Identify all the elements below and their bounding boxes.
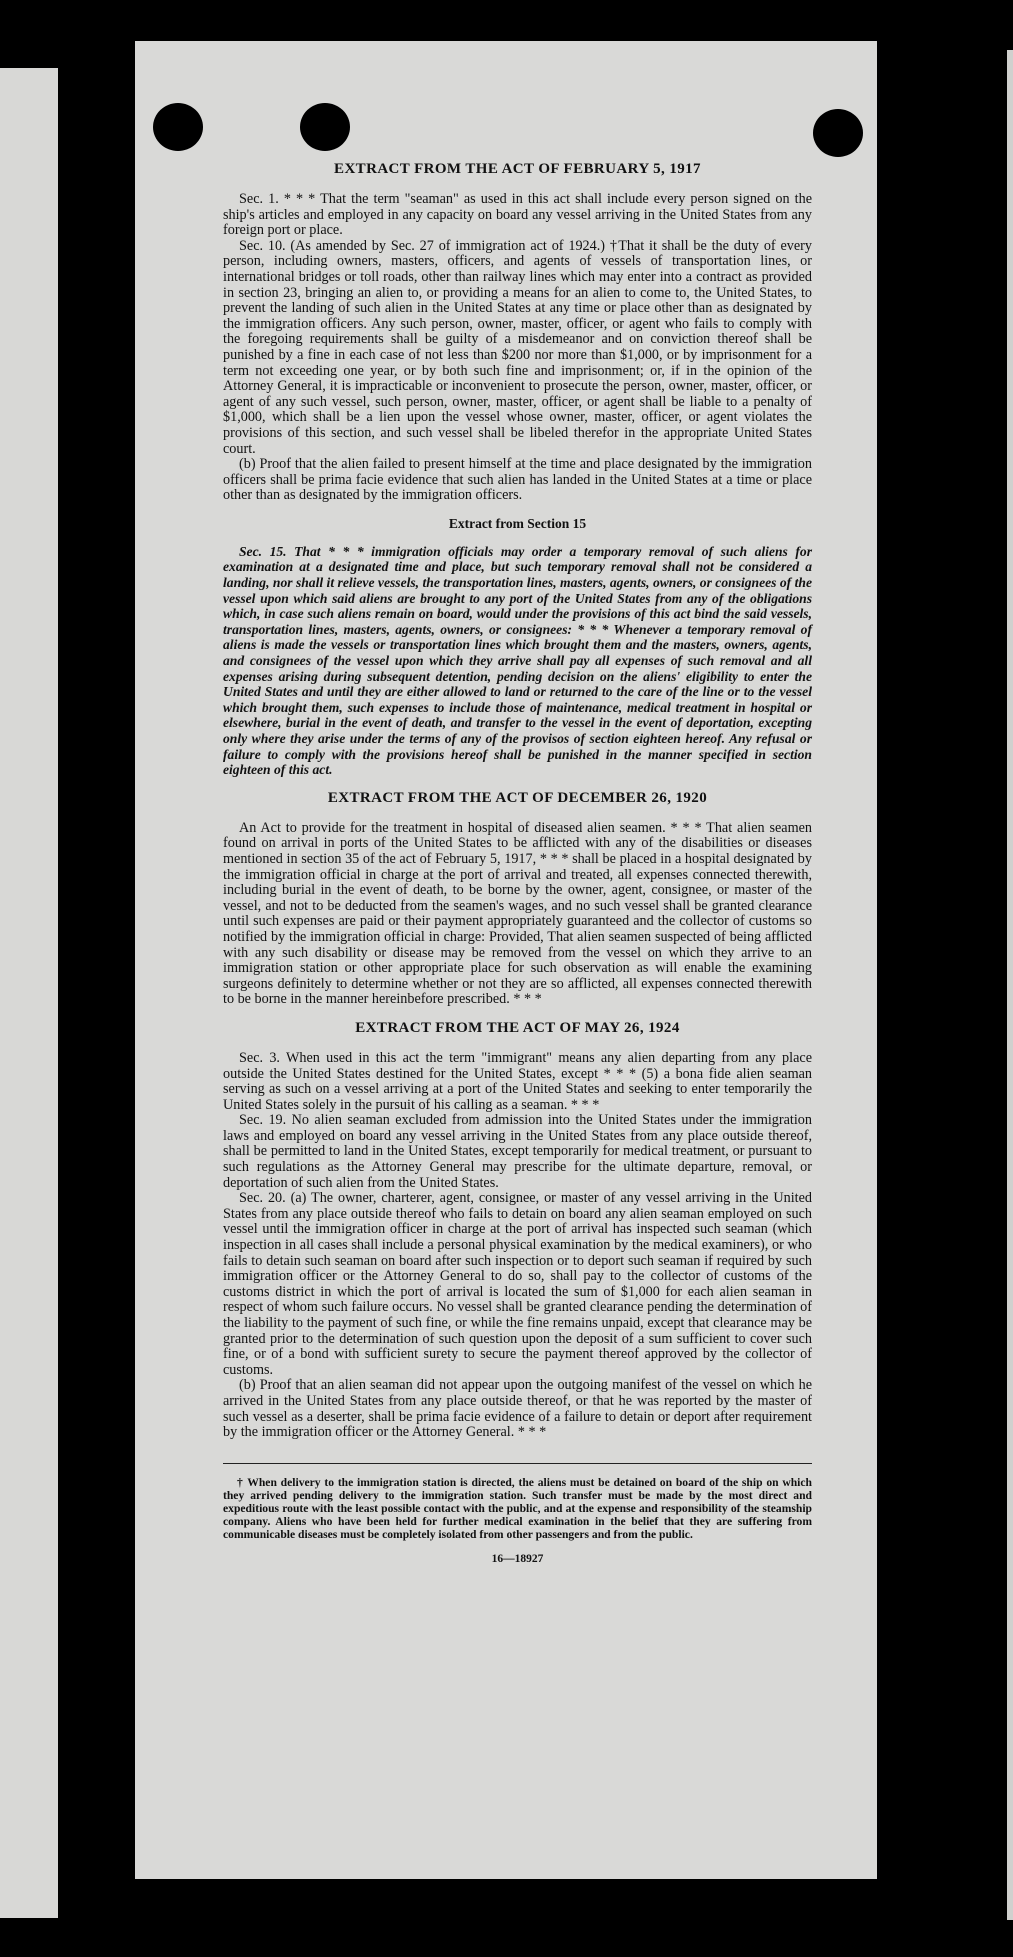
footnote-divider [223,1463,812,1464]
heading-act-1917: EXTRACT FROM THE ACT OF FEBRUARY 5, 1917 [334,161,701,177]
paragraph-sec-20-a: Sec. 20. (a) The owner, charterer, agent, consignee, or master of any vessel arriving in the United States from any place outside thereof who fails to detain on board any alien seaman employed on such vessel until the immigration officer in charge at the port of arrival has inspected such seaman (which inspection in all cases shall include a personal physical examination by the medical examiners), or who fails to detain such seaman on board after such inspection or to deport such seaman if required by such immigration officer or the Attorney General to do so, shall pay to the collector of customs of the customs district in which the port of arrival is located the sum of $1,000 for each alien seaman in respect of whom such failure occurs. No vessel shall be granted clearance pending the determination of the liability to the payment of such fine, or while the fine remains unpaid, except that clearance may be granted prior to the determination of such question upon the deposit of a sum sufficient to cover such fine, or of a bond with sufficient surety to secure the payment thereof approved by the collector of customs. [223,1190,812,1378]
paragraph-sec-10-b: (b) Proof that the alien failed to present himself at the time and place designated by the immigration officers shall be prima facie evidence that such alien has landed in the United States at a time or place other than as designated by the immigration officers. [223,456,812,504]
paragraph-sec-19: Sec. 19. No alien seaman excluded from admission into the United States under the immigration laws and employed on board any vessel arriving in the United States from any place outside thereof, shall be permitted to land in the United States, except temporarily for medical treatment, or pursuant to such regulations as the Attorney General may prescribe for the ultimate departure, removal, or deportation of such alien from the United States. [223,1112,812,1191]
document-page [135,41,877,1879]
paragraph-sec-3: Sec. 3. When used in this act the term "immigrant" means any alien departing from any place outside the United States destined for the United States, except * * * (5) a bona fide alien seaman serving as such on a vessel arriving at a port of the United States and seeking to enter temporarily the United States solely in the pursuit of his calling as a seaman. * * * [223,1049,812,1113]
adjacent-page-edge-left [0,68,58,1918]
adjacent-page-edge-right [1007,50,1013,1920]
punch-hole-middle [300,103,350,151]
print-code: 16—18927 [491,1552,544,1565]
heading-extract-section-15: Extract from Section 15 [448,515,587,531]
punch-hole-left [153,103,203,151]
paragraph-sec-20-b: (b) Proof that an alien seaman did not appear upon the outgoing manifest of the vessel on which he arrived in the United States from any place outside thereof, or that he was reported by the master of such vessel as a deserter, shall be prima facie evidence of a failure to detain or deport after requirement by the immigration officer or the Attorney General. * * * [223,1377,812,1441]
paragraph-sec-10: Sec. 10. (As amended by Sec. 27 of immigration act of 1924.) †That it shall be the duty of every person, including owners, masters, officers, and agents of vessels of transportation lines, or international bridges or toll roads, other than railway lines which may enter into a contract as provided in section 23, bringing an alien to, or providing a means for an alien to come to, the United States, to prevent the landing of such alien in the United States at any time or place other than as designated by the immigration officers. Any such person, owner, master, officer, or agent who fails to comply with the foregoing requirements shall be guilty of a misdemeanor and on conviction thereof shall be punished by a fine in each case of not less than $200 nor more than $1,000, or by imprisonment for a term not exceeding one year, or by both such fine and imprisonment; or, if in the opinion of the Attorney General, it is impracticable or inconvenient to prosecute the person, owner, master, officer, or agent of any such vessel, such person, owner, master, officer, or agent shall be liable to a penalty of $1,000, which shall be a lien upon the vessel whose owner, master, officer, or agent violates the provisions of this section, and such vessel shall be libeled therefor in the appropriate United States court. [223,237,812,457]
punch-hole-right [813,109,863,157]
heading-act-1924: EXTRACT FROM THE ACT OF MAY 26, 1924 [355,1019,680,1036]
paragraph-sec-15: Sec. 15. That * * * immigration officials may order a temporary removal of such aliens for examination at a designated time and place, but such temporary removal shall not be considered a landing, nor shall it relieve vessels, the transportation lines, masters, agents, owners, or consignees of the vessel upon which said aliens are brought to any port of the United States from any of the obligations which, in case such aliens remain on board, would under the provisions of this act bind the said vessels, transportation lines, masters, agents, owners, or consignees: * * * Whenever a temporary removal of aliens is made the vessels or transportation lines which brought them and the masters, owners, agents, and consignees of the vessel upon which they arrive shall pay all expenses of such removal and all expenses arising during subsequent detention, pending decision on the aliens' eligibility to enter the United States and until they are either allowed to land or returned to the care of the line or to the vessel which brought them, such expenses to include those of maintenance, medical treatment in hospital or elsewhere, burial in the event of death, and transfer to the vessel in the event of deportation, excepting only where they arise under the terms of any of the provisos of section eighteen hereof. Any refusal or failure to comply with the provisions hereof shall be punished in the manner specified in section eighteen of this act. [223,543,812,778]
heading-act-1920: EXTRACT FROM THE ACT OF DECEMBER 26, 1920 [327,789,708,806]
footnote: † When delivery to the immigration station is directed, the aliens must be detained on board of the ship on which they arrived pending delivery to the immigration station. Such transfer must be made by the most direct and expeditious route with the least possible contact with the public, and at the expense and responsibility of the steamship company. Aliens who have been held for further medical examination in the belief that they are suffering from communicable diseases must be completely isolated from other passengers and from the public. [223,1475,812,1541]
paragraph-act-1920: An Act to provide for the treatment in hospital of diseased alien seamen. * * * That alien seamen found on arrival in ports of the United States to be afflicted with any of the disabilities or diseases mentioned in section 35 of the act of February 5, 1917, * * * shall be placed in a hospital designated by the immigration official in charge at the port of arrival and treated, all expenses connected therewith, including burial in the event of death, to be borne by the owner, agent, consignee, or master of the vessel, and not to be deducted from the seamen's wages, and no such vessel shall be granted clearance until such expenses are paid or their payment appropriately guaranteed and the collector of customs so notified by the immigration official in charge: Provided, That alien seamen suspected of being afflicted with any such disability or disease may be removed from the vessel on which they arrive to an immigration station or other appropriate place for such observation as will enable the examining surgeons definitely to determine whether or not they are so afflicted, all expenses connected therewith to be borne in the manner hereinbefore prescribed. * * * [223,819,812,1008]
paragraph-sec-1: Sec. 1. * * * That the term "seaman" as used in this act shall include every person signed on the ship's articles and employed in any capacity on board any vessel arriving in the United States from any foreign port or place. [223,191,812,239]
